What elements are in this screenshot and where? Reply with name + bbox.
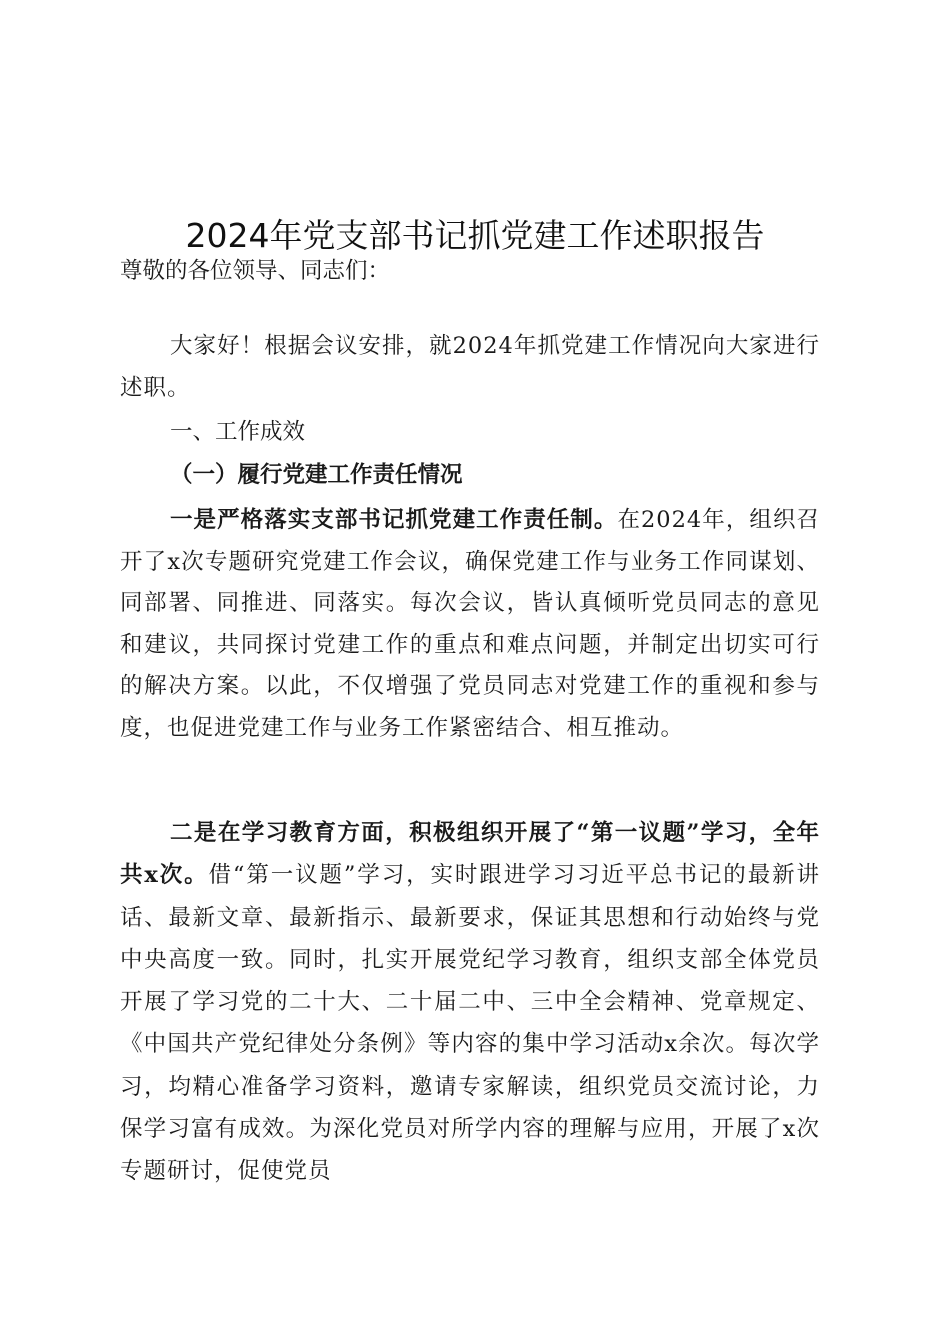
salutation: 尊敬的各位领导、同志们： [120, 258, 391, 284]
paragraph-lead: 一是严格落实支部书记抓党建工作责任制。 [170, 507, 618, 533]
intro-paragraph: 大家好！根据会议安排，就2024年抓党建工作情况向大家进行述职。 [120, 333, 820, 401]
subsection-heading: （一）履行党建工作责任情况 [170, 462, 463, 488]
section-heading: 一、工作成效 [170, 419, 306, 445]
paragraph-study [120, 812, 820, 1193]
paragraph-responsibility [120, 500, 820, 749]
paragraph-text: 在2024年，组织召开了x次专题研究党建工作会议，确保党建工作与业务工作同谋划、同部署、同推进、同落实。每次会议，皆认真倾听党员同志的意见和建议，共同探讨党建工作的重点和难点问题，并制定出切实可行的解决方案。以此，不仅增强了党员同志对党建工作的重视和参与度，也促进党建工作与业务工作紧密结合、相互推动。 [120, 507, 820, 741]
paragraph-text: 借“第一议题”学习，实时跟进学习习近平总书记的最新讲话、最新文章、最新指示、最新要求，保证其思想和行动始终与党中央高度一致。同时，扎实开展党纪学习教育，组织支部全体党员开展了学习党的二十大、二十届二中、三中全会精神、党章规定、《中国共产党纪律处分条例》等内容的集中学习活动x余次。每次学习，均精心准备学习资料，邀请专家解读，组织党员交流讨论，力保学习富有成效。为深化党员对所学内容的理解与应用，开展了x次专题研讨，促使党员 [120, 862, 820, 1185]
document-title: 2024年党支部书记抓党建工作述职报告 [185, 216, 765, 255]
paragraph-lead: 二是在学习教育方面，积极组织开展了“第一议题”学习，全年共x次。 [120, 820, 820, 889]
